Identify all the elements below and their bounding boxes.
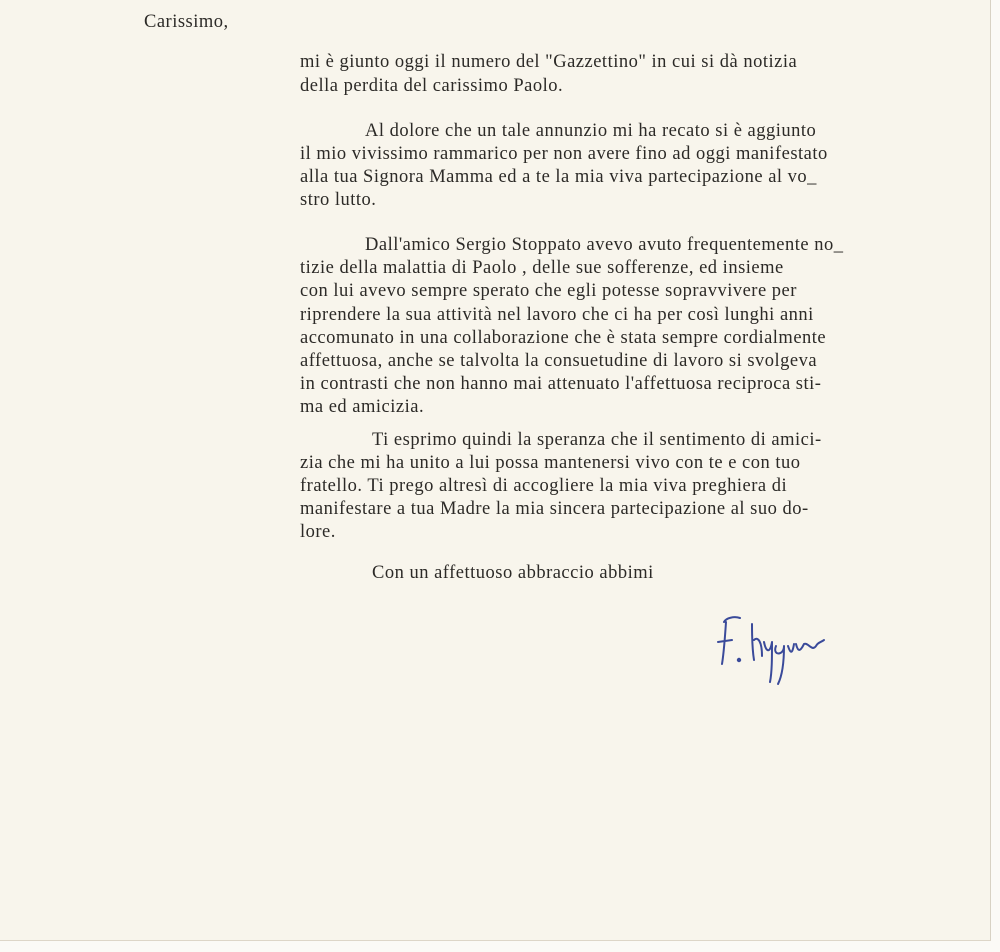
paragraph-3-line: in contrasti che non hanno mai attenuato l'affettuosa reciproca sti- (300, 374, 822, 394)
paragraph-3-line: con lui avevo sempre sperato che egli potesse sopravvivere per (300, 281, 797, 301)
paragraph-4-line: zia che mi ha unito a lui possa mantenersi vivo con te e con tuo (300, 453, 801, 473)
paragraph-2-line: il mio vivissimo rammarico per non avere fino ad oggi manifestato (300, 144, 828, 164)
salutation: Carissimo, (144, 12, 229, 32)
paragraph-3-line: tizie della malattia di Paolo , delle sue sofferenze, ed insieme (300, 258, 784, 278)
paragraph-1-line: mi è giunto oggi il numero del "Gazzettino" in cui si dà notizia (300, 52, 798, 72)
paragraph-4-line: fratello. Ti prego altresì di accogliere la mia viva preghiera di (300, 476, 788, 496)
paragraph-2-line: alla tua Signora Mamma ed a te la mia viva partecipazione al vo_ (300, 167, 817, 187)
paragraph-3-line: Dall'amico Sergio Stoppato avevo avuto frequentemente no_ (365, 235, 844, 255)
paragraph-2-line: stro lutto. (300, 190, 377, 210)
paragraph-3-line: affettuosa, anche se talvolta la consuetudine di lavoro si svolgeva (300, 351, 818, 371)
paragraph-3-line: ma ed amicizia. (300, 397, 425, 417)
paragraph-4-line: manifestare a tua Madre la mia sincera partecipazione al suo do- (300, 499, 809, 519)
paragraph-3-line: accomunato in una collaborazione che è stata sempre cordialmente (300, 328, 827, 348)
paragraph-3-line: riprendere la sua attività nel lavoro che ci ha per così lunghi anni (300, 305, 814, 325)
handwritten-signature (712, 612, 842, 692)
paragraph-2-line: Al dolore che un tale annunzio mi ha recato si è aggiunto (365, 121, 817, 141)
paragraph-1-line: della perdita del carissimo Paolo. (300, 76, 564, 96)
closing: Con un affettuoso abbraccio abbimi (372, 563, 654, 583)
paragraph-4-line: Ti esprimo quindi la speranza che il sentimento di amici- (372, 430, 822, 450)
paragraph-4-line: lore. (300, 522, 336, 542)
